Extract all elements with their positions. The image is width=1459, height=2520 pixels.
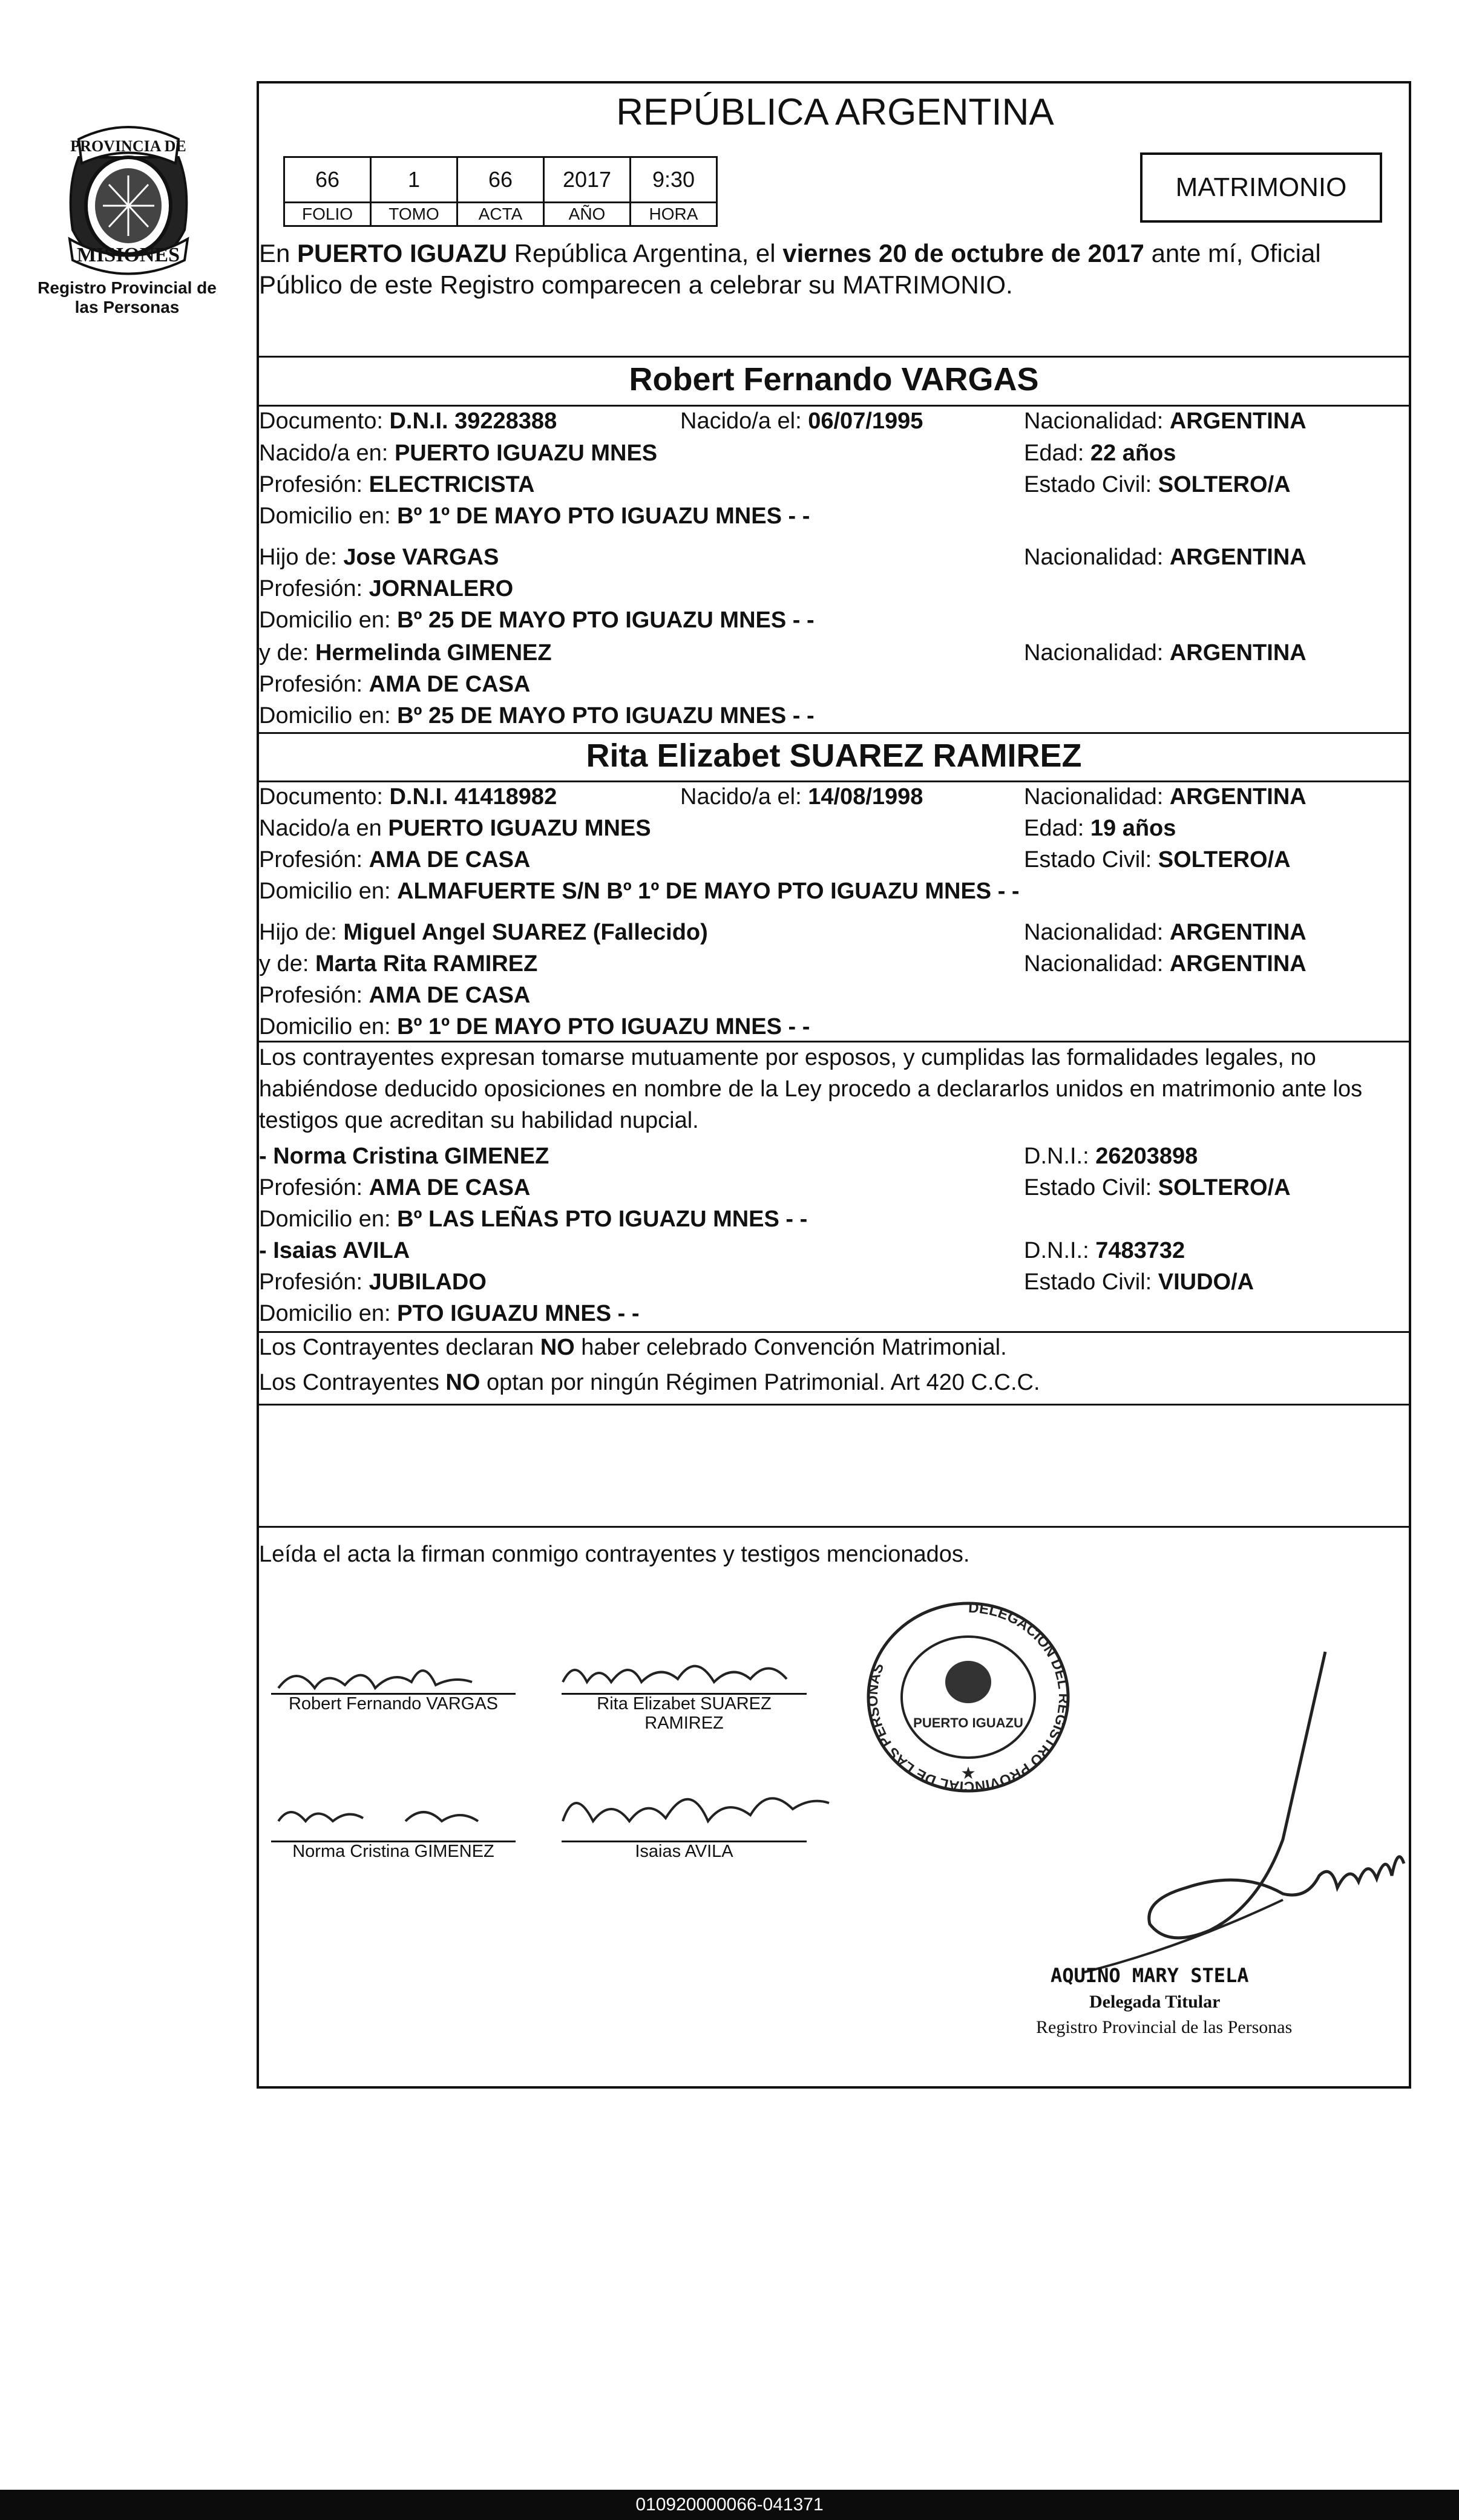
bride-estado-civil: Estado Civil: SOLTERO/A [1024, 847, 1291, 872]
witness1-signature-label: Norma Cristina GIMENEZ [292, 1842, 494, 1861]
groom-name: Robert Fernando VARGAS [629, 361, 1039, 398]
groom-domicilio: Domicilio en: Bº 1º DE MAYO PTO IGUAZU MNES - - [259, 503, 810, 529]
groom-madre-domicilio: Domicilio en: Bº 25 DE MAYO PTO IGUAZU MNES - - [259, 703, 815, 728]
groom-nacido-en: Nacido/a en: PUERTO IGUAZU MNES [259, 440, 658, 466]
divider [257, 781, 1411, 782]
divider [257, 1404, 1411, 1406]
groom-padre-profesion: Profesión: JORNALERO [259, 576, 514, 601]
country-title: REPÚBLICA ARGENTINA [616, 91, 1054, 133]
witness1-name: - Norma Cristina GIMENEZ [259, 1144, 549, 1169]
footer-code: 010920000066-041371 [0, 2490, 1459, 2520]
divider [257, 1526, 1411, 1528]
divider [257, 1331, 1411, 1333]
witness2-profesion: Profesión: JUBILADO [259, 1269, 487, 1295]
bride-nacido-el: Nacido/a el: 14/08/1998 [680, 784, 923, 810]
bride-domicilio: Domicilio en: ALMAFUERTE S/N Bº 1º DE MAYO PTO IGUAZU MNES - - [259, 879, 1020, 904]
official-title: Delegada Titular [1089, 1992, 1221, 2012]
hora-value: 9:30 [631, 157, 717, 203]
witness1-estado-civil: Estado Civil: SOLTERO/A [1024, 1175, 1291, 1200]
stamp-ring-text: DELEGACION DEL REGISTRO PROVINCIAL DE LAS PERSONAS [864, 1599, 1072, 1795]
groom-estado-civil: Estado Civil: SOLTERO/A [1024, 472, 1291, 497]
groom-nacionalidad: Nacionalidad: ARGENTINA [1024, 408, 1307, 434]
groom-documento: Documento: D.N.I. 39228388 [259, 408, 557, 434]
groom-signature [272, 1646, 514, 1700]
tomo-value: 1 [371, 157, 457, 203]
logo-top-text: PROVINCIA DE [70, 137, 186, 155]
convention-line-1: Los Contrayentes declaran NO haber celebrado Convención Matrimonial. [259, 1335, 1007, 1360]
hora-label: HORA [631, 203, 717, 226]
svg-text:★: ★ [960, 1764, 976, 1782]
witness1-signature [272, 1785, 526, 1839]
logo-bottom-text: MISIONES [76, 244, 180, 266]
divider [257, 405, 1411, 407]
groom-padre-nacionalidad: Nacionalidad: ARGENTINA [1024, 545, 1307, 570]
bride-profesion: Profesión: AMA DE CASA [259, 847, 531, 872]
declaration-text: Los contrayentes expresan tomarse mutuamente por esposos, y cumplidas las formalidades legales, no habiéndose deducido oposiciones en nombre de la Ley procedo a declararlos unidos en matrimonio ante los testigos que acreditan su habilidad nupcial. [259, 1045, 1363, 1133]
document-type-box: MATRIMONIO [1140, 152, 1382, 223]
intro-text: En PUERTO IGUAZU República Argentina, el viernes 20 de octubre de 2017 ante mí, Oficial Público de este Registro comparecen a celebrar su MATRIMONIO. [259, 239, 1321, 299]
tomo-label: TOMO [371, 203, 457, 226]
groom-edad: Edad: 22 años [1024, 440, 1176, 466]
anio-label: AÑO [544, 203, 631, 226]
groom-madre: y de: Hermelinda GIMENEZ [259, 640, 552, 666]
witness2-signature-label: Isaias AVILA [635, 1842, 733, 1861]
witness1-profesion: Profesión: AMA DE CASA [259, 1175, 531, 1200]
groom-madre-profesion: Profesión: AMA DE CASA [259, 672, 531, 697]
groom-padre: Hijo de: Jose VARGAS [259, 545, 499, 570]
official-office: Registro Provincial de las Personas [1036, 2017, 1293, 2037]
official-signature [1029, 1646, 1416, 1985]
closing-text: Leída el acta la firman conmigo contrayentes y testigos mencionados. [259, 1542, 970, 1567]
bride-padre: Hijo de: Miguel Angel SUAREZ (Fallecido) [259, 920, 708, 945]
groom-profesion: Profesión: ELECTRICISTA [259, 472, 535, 497]
bride-madre-nacionalidad: Nacionalidad: ARGENTINA [1024, 951, 1307, 977]
witness2-signature [551, 1773, 841, 1839]
acta-label: ACTA [457, 203, 544, 226]
divider [257, 356, 1411, 358]
anio-value: 2017 [544, 157, 631, 203]
record-fields-table [283, 156, 718, 227]
bride-signature-label-2: RAMIREZ [644, 1713, 724, 1733]
folio-label: FOLIO [284, 203, 371, 226]
bride-madre: y de: Marta Rita RAMIREZ [259, 951, 538, 977]
bride-nacionalidad: Nacionalidad: ARGENTINA [1024, 784, 1307, 810]
stamp-center-text: PUERTO IGUAZU [913, 1715, 1023, 1730]
witness2-estado-civil: Estado Civil: VIUDO/A [1024, 1269, 1254, 1295]
bride-madre-domicilio: Domicilio en: Bº 1º DE MAYO PTO IGUAZU MNES - - [259, 1014, 810, 1039]
witness2-domicilio: Domicilio en: PTO IGUAZU MNES - - [259, 1301, 640, 1326]
bride-edad: Edad: 19 años [1024, 816, 1176, 841]
bride-madre-profesion: Profesión: AMA DE CASA [259, 983, 531, 1008]
convention-line-2: Los Contrayentes NO optan por ningún Régimen Patrimonial. Art 420 C.C.C. [259, 1370, 1040, 1395]
bride-name: Rita Elizabet SUAREZ RAMIREZ [586, 738, 1082, 774]
bride-signature [557, 1646, 811, 1700]
witness1-dni: D.N.I.: 26203898 [1024, 1144, 1198, 1169]
groom-padre-domicilio: Domicilio en: Bº 25 DE MAYO PTO IGUAZU MNES - - [259, 607, 815, 633]
official-name: AQUINO MARY STELA [1051, 1964, 1249, 1987]
groom-signature-label: Robert Fernando VARGAS [288, 1694, 499, 1713]
groom-madre-nacionalidad: Nacionalidad: ARGENTINA [1024, 640, 1307, 666]
witness2-name: - Isaias AVILA [259, 1238, 410, 1263]
witness2-dni: D.N.I.: 7483732 [1024, 1238, 1185, 1263]
misiones-logo [54, 115, 203, 278]
witness1-domicilio: Domicilio en: Bº LAS LEÑAS PTO IGUAZU MNES - - [259, 1206, 808, 1232]
acta-value: 66 [457, 157, 544, 203]
bride-signature-label-1: Rita Elizabet SUAREZ [597, 1694, 772, 1713]
bride-documento: Documento: D.N.I. 41418982 [259, 784, 557, 810]
divider [257, 732, 1411, 734]
groom-nacido-el: Nacido/a el: 06/07/1995 [680, 408, 923, 434]
folio-value: 66 [284, 157, 371, 203]
registro-label: Registro Provincial de las Personas [38, 278, 217, 316]
bride-padre-nacionalidad: Nacionalidad: ARGENTINA [1024, 920, 1307, 945]
bride-nacido-en: Nacido/a en PUERTO IGUAZU MNES [259, 816, 651, 841]
